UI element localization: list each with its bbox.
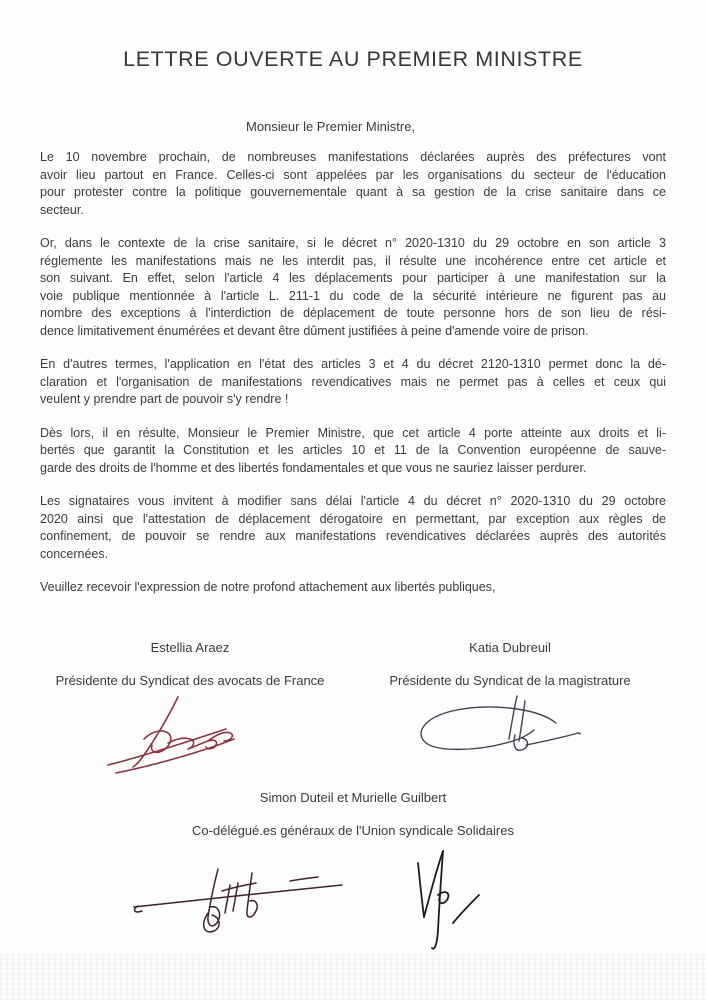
paragraph-line: son suivant. En effet, selon l'article 4 les déplacements pour participer à une manifestation sur la — [40, 271, 666, 285]
paragraph-line: nombre des exceptions à l'interdiction de déplacement de toute personne hors de son lieu de rési- — [40, 306, 666, 320]
paragraph-line: claration et l'organisation de manifestations revendicatives mais ne permet pas à celles et ceux qui — [40, 374, 666, 389]
letter-body — [40, 149, 666, 597]
signatory-right — [350, 639, 670, 777]
signatory-left — [30, 639, 350, 777]
signatory-bottom-role: Co-délégué.es généraux de l'Union syndicale Solidaires — [192, 822, 514, 838]
paragraph-line: En d'autres termes, l'application en l'état des articles 3 et 4 du décret 2120-1310 permet donc la dé- — [40, 357, 666, 371]
paragraph — [40, 149, 666, 219]
paragraph-line: Les signataires vous invitent à modifier sans délai l'article 4 du décret n° 2020-1310 du 29 octobre — [40, 494, 666, 508]
paragraph-line: pour protester contre la politique gouvernementale quant à sa gestion de la crise sanitaire dans ce — [40, 185, 666, 199]
paragraph — [40, 493, 666, 563]
paragraph-line: avoir lieu partout en France. Celles-ci sont appelées par les organisations du secteur de l'éducation — [40, 167, 666, 182]
paragraph-line: réglemente les manifestations mais ne les interdit pas, il résulte une incohérence entre cet article et — [40, 253, 666, 268]
paragraph-line: confinement, de pouvoir se rendre aux manifestations revendicatives déclarées auprès des autorités — [40, 529, 666, 543]
signature-araez-drawing — [100, 693, 250, 777]
signatory-right-role: Présidente du Syndicat de la magistrature — [389, 672, 631, 688]
paragraph-line: secteur. — [40, 202, 84, 217]
paragraph — [40, 579, 666, 597]
scan-noise-texture — [0, 954, 706, 1000]
signature-solidaires-left — [130, 845, 350, 944]
paragraph-line: Veuillez recevoir l'expression de notre profond attachement aux libertés publiques, — [40, 580, 496, 594]
paragraph-line: voie publique mentionnée à l'article L. 211-1 du code de la sécurité intérieure ne figurent pas au — [40, 288, 666, 303]
paragraph-line: Le 10 novembre prochain, de nombreuses manifestations déclarées auprès des préfectures vont — [40, 150, 666, 164]
signature-solidaires-left-drawing — [130, 859, 350, 939]
paragraph-line: garde des droits de l'homme et des libertés fondamentales et que vous ne sauriez laisser perdurer. — [40, 460, 587, 475]
paragraph-line: bertés que garantit la Constitution et les articles 10 et 11 de la Convention européenne de sauve- — [40, 443, 666, 457]
signature-dubreuil — [350, 693, 670, 777]
bottom-signatures-row — [0, 845, 706, 957]
paragraph-line: 2020 ainsi que l'attestation de déplacement dérogatoire en permettant, par exception aux règles de — [40, 511, 666, 526]
signature-dubreuil-drawing — [406, 693, 586, 763]
paragraph — [40, 425, 666, 478]
signatory-left-name: Estellia Araez — [150, 639, 230, 655]
signature-columns — [0, 639, 706, 777]
salutation: Monsieur le Premier Ministre, — [246, 119, 416, 134]
paragraph — [40, 235, 666, 340]
signature-solidaires-right-drawing — [405, 845, 495, 955]
signatory-bottom-names: Simon Duteil et Murielle Guilbert — [259, 789, 447, 805]
paragraph-line: concernées. — [40, 546, 109, 561]
letter-title: LETTRE OUVERTE AU PREMIER MINISTRE — [123, 47, 583, 71]
signatory-right-name: Katia Dubreuil — [469, 639, 551, 655]
signatory-bottom — [0, 789, 706, 839]
signature-solidaires-right — [405, 845, 495, 960]
signatory-left-role: Présidente du Syndicat des avocats de France — [55, 672, 325, 688]
paragraph-line: dence limitativement énumérées et devant être dûment justifiées à peine d'amende voire de prison. — [40, 323, 589, 338]
signature-araez — [30, 693, 350, 777]
paragraph — [40, 356, 666, 409]
paragraph-line: Or, dans le contexte de la crise sanitaire, si le décret n° 2020-1310 du 29 octobre en son article 3 — [40, 236, 666, 250]
paragraph-line: Dès lors, il en résulte, Monsieur le Premier Ministre, que cet article 4 porte atteinte aux droits et li- — [40, 425, 666, 440]
paragraph-line: veulent y prendre part de pouvoir s'y rendre ! — [40, 392, 289, 406]
